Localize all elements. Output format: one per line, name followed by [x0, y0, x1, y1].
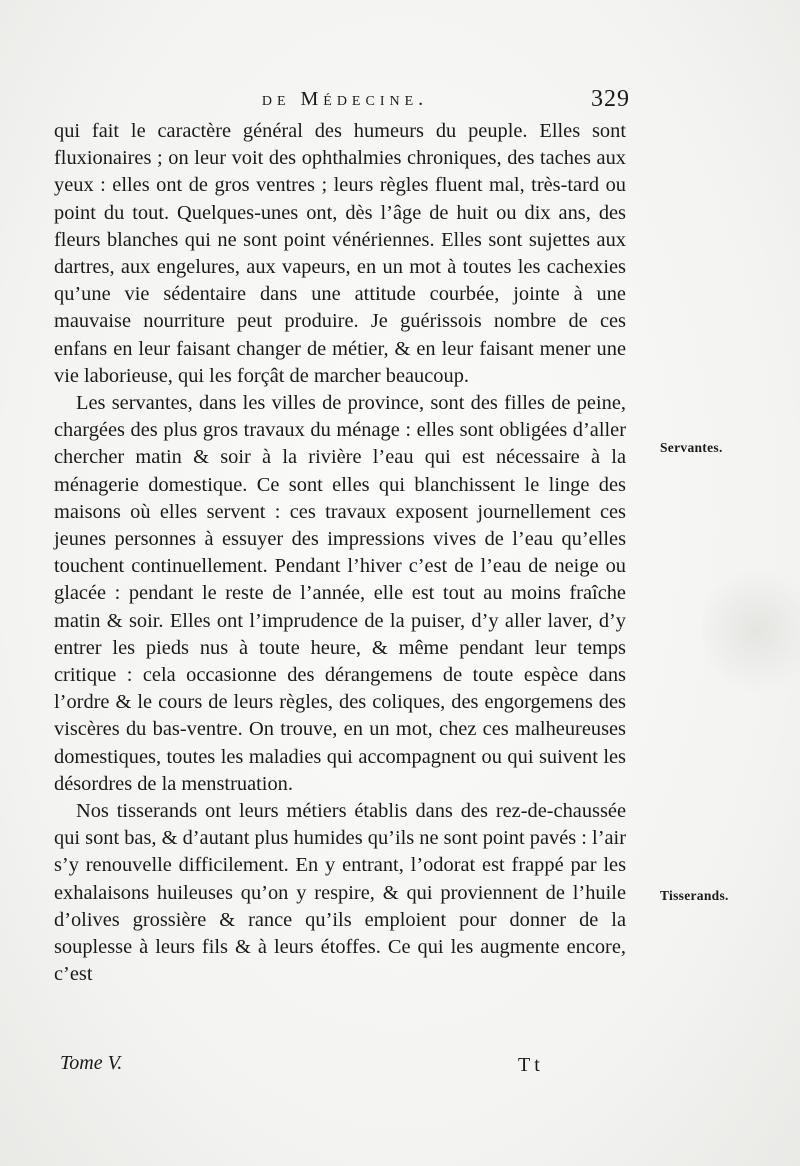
volume-mark: Tome V.: [60, 1052, 123, 1074]
page-number: 329: [591, 86, 630, 112]
margin-note-tisserands: Tisserands.: [660, 888, 729, 903]
margin-note-servantes: Servantes.: [660, 440, 723, 455]
paragraph-1: qui fait le caractère général des humeurs du peuple. Elles sont fluxionaires ; on leur voit des ophthalmies chroniques, des taches aux yeux : elles ont de gros ventres ; leurs règles fluent mal, très-tard ou point du tout. Quelques-unes ont, dès l’âge de huit ou dix ans, des fleurs blanches qui ne sont point vénériennes. Elles sont sujettes aux dartres, aux engelures, aux vapeurs, en un mot à toutes les cachexies qu’une vie sédentaire dans une attitude courbée, jointe à une mauvaise nourriture peut produire. Je guérissois nombre de ces enfans en leur faisant changer de métier, & en leur faisant mener une vie laborieuse, qui les forçât de marcher beaucoup.: [54, 120, 626, 387]
body-text: [54, 118, 626, 989]
running-title: de Médecine.: [261, 88, 429, 110]
paragraph-servantes: Les servantes, dans les villes de province, sont des filles de peine, chargées des plus gros travaux du ménage : elles sont obligées d’aller chercher matin & soir à la rivière l’eau qui est nécessaire à la ménagerie domestique. Ce sont elles qui blanchissent le linge des maisons où elles servent : ces travaux exposent journellement ces jeunes personnes à essuyer des impressions vives de l’eau qu’elles touchent continuellement. Pendant l’hiver c’est de l’eau de neige ou glacée : pendant le reste de l’année, elle est tout au moins fraîche matin & soir. Elles ont l’imprudence de la puiser, d’y aller laver, d’y entrer les pieds nus à toute heure, & même pendant leur temps critique : cela occasionne des dérangemens de toute espèce dans l’ordre & le cours de leurs règles, des coliques, des engorgemens des viscères du bas-ventre. On trouve, en un mot, chez ces malheureuses domestiques, toutes les maladies qui accompagnent ou qui suivent les désordres de la menstruation.: [54, 392, 626, 795]
signature-mark: Tt: [518, 1054, 544, 1076]
paragraph-tisserands: Nos tisserands ont leurs métiers établis dans des rez-de-chaussée qui sont bas, & d’autant plus humides qu’ils ne sont point pavés : l’air s’y renouvelle difficilement. En y entrant, l’odorat est frappé par les exhalaisons huileuses qu’on y respire, & qui proviennent de l’huile d’olives grossière & rance qu’ils emploient pour donner de la souplesse à leurs fils & à leurs étoffes. Ce qui les augmente encore, c’est: [54, 800, 627, 986]
page-header: [60, 88, 630, 118]
bleed-through-stain: [702, 560, 800, 700]
